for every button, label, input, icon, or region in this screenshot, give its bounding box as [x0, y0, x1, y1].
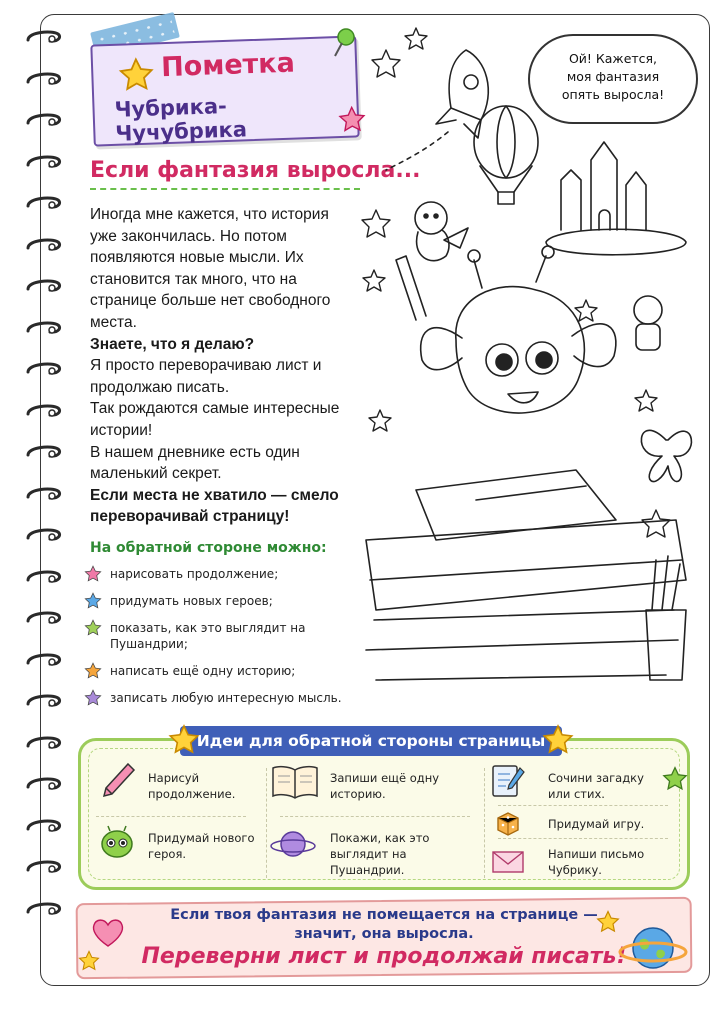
list-item: нарисовать продолжение; — [84, 566, 364, 582]
castle-icon — [546, 142, 686, 255]
idea-letter: Напиши письмо Чубрику. — [548, 847, 645, 877]
coloring-illustration — [356, 20, 696, 720]
spiral-ring — [22, 277, 64, 295]
pencil-cup-icon — [646, 556, 686, 680]
idea-draw: Нарисуй продолжение. — [148, 771, 236, 801]
list-item: записать любую интересную мысль. — [84, 690, 364, 706]
idea-story: Запиши ещё одну историю. — [330, 771, 440, 801]
spiral-ring — [22, 651, 64, 669]
spiral-ring — [22, 360, 64, 378]
heading-divider — [90, 188, 360, 190]
astronaut-icon — [634, 296, 662, 350]
dice-icon — [494, 810, 522, 840]
section-heading: Если фантазия выросла... — [90, 158, 421, 183]
note-subtitle: Чубрика-Чучубрика — [114, 93, 248, 146]
speech-bubble: Ой! Кажется, моя фантазия опять выросла! — [528, 34, 698, 124]
list-item: показать, как это выглядит на Пушандрии; — [84, 620, 364, 652]
idea-riddle: Сочини загадку или стих. — [548, 771, 644, 801]
paragraph: Так рождаются самые интересные истории! — [90, 400, 340, 439]
spiral-ring — [22, 319, 64, 337]
star-icon — [84, 619, 102, 637]
dragon-icon — [415, 202, 468, 261]
star-icon — [78, 950, 100, 976]
spiral-ring — [22, 194, 64, 212]
idea-pushandria: Покажи, как это выглядит на Пушандрии. — [330, 831, 430, 877]
idea-hero: Придумай нового героя. — [148, 831, 255, 861]
back-side-title: На обратной стороне можно: — [90, 540, 327, 556]
body-text — [90, 204, 360, 528]
spiral-ring — [22, 485, 64, 503]
row-divider — [498, 805, 668, 806]
spiral-ring — [22, 775, 64, 793]
pencil-icon — [100, 760, 136, 804]
note-title: Пометка — [160, 47, 296, 84]
paragraph: Я просто переворачиваю лист и продолжаю писать. — [90, 357, 322, 396]
row-divider — [498, 838, 668, 839]
monster-character — [396, 246, 616, 413]
star-icon — [84, 592, 102, 610]
planet-icon — [618, 920, 688, 980]
rocket-icon — [386, 50, 488, 170]
bottom-text: Если твоя фантазия не помещается на странице — значит, она выросла. — [170, 907, 598, 942]
heart-icon — [90, 916, 126, 952]
idea-game: Придумай игру. — [548, 817, 645, 831]
spiral-ring — [22, 900, 64, 918]
envelope-icon — [490, 846, 526, 878]
alien-icon — [98, 824, 136, 864]
spiral-ring — [22, 858, 64, 876]
hot-air-balloon-icon — [474, 106, 538, 204]
spiral-ring — [22, 568, 64, 586]
spiral-ring — [22, 70, 64, 88]
paragraph-bold: Знаете, что я делаю? — [90, 335, 255, 353]
spiral-ring — [22, 817, 64, 835]
star-icon — [117, 56, 156, 97]
star-icon — [84, 689, 102, 707]
spiral-ring — [22, 28, 64, 46]
paragraph: В нашем дневнике есть один маленький секрет. — [90, 443, 300, 483]
planet-icon — [268, 826, 318, 866]
spiral-ring — [22, 111, 64, 129]
spiral-ring — [22, 609, 64, 627]
green-star-icon — [662, 766, 688, 796]
list-item: придумать новых героев; — [84, 593, 364, 609]
star-icon — [84, 662, 102, 680]
spiral-ring — [22, 153, 64, 171]
spiral-ring — [22, 526, 64, 544]
star-icon — [84, 565, 102, 583]
spiral-ring — [22, 402, 64, 420]
star-icon — [168, 724, 200, 766]
column-divider — [266, 768, 267, 878]
back-side-list — [84, 566, 364, 717]
bottom-call-to-action: Переверни лист и продолжай писать! — [141, 944, 627, 969]
paper-pile — [366, 470, 686, 680]
row-divider — [96, 816, 246, 817]
spiral-ring — [22, 443, 64, 461]
star-icon — [542, 724, 574, 766]
star-icon — [596, 910, 620, 938]
ideas-banner: Идеи для обратной стороны страницы — [180, 726, 562, 756]
notepad-icon — [490, 762, 526, 804]
row-divider — [280, 816, 470, 817]
butterfly-icon — [641, 430, 691, 481]
header-note — [90, 35, 359, 146]
paragraph: Иногда мне кажется, что история уже закончилась. Но потом появляются новые мысли. Их становится так много, что на странице больше нет свободного места. — [90, 206, 331, 331]
paragraph-bold: Если места не хватило — смело переворачивай страницу! — [90, 486, 339, 526]
pushpin-icon — [332, 28, 358, 62]
book-icon — [270, 764, 320, 804]
spiral-ring — [22, 692, 64, 710]
list-item: написать ещё одну историю; — [84, 663, 364, 679]
spiral-ring — [22, 734, 64, 752]
spiral-ring — [22, 236, 64, 254]
column-divider — [484, 768, 485, 878]
